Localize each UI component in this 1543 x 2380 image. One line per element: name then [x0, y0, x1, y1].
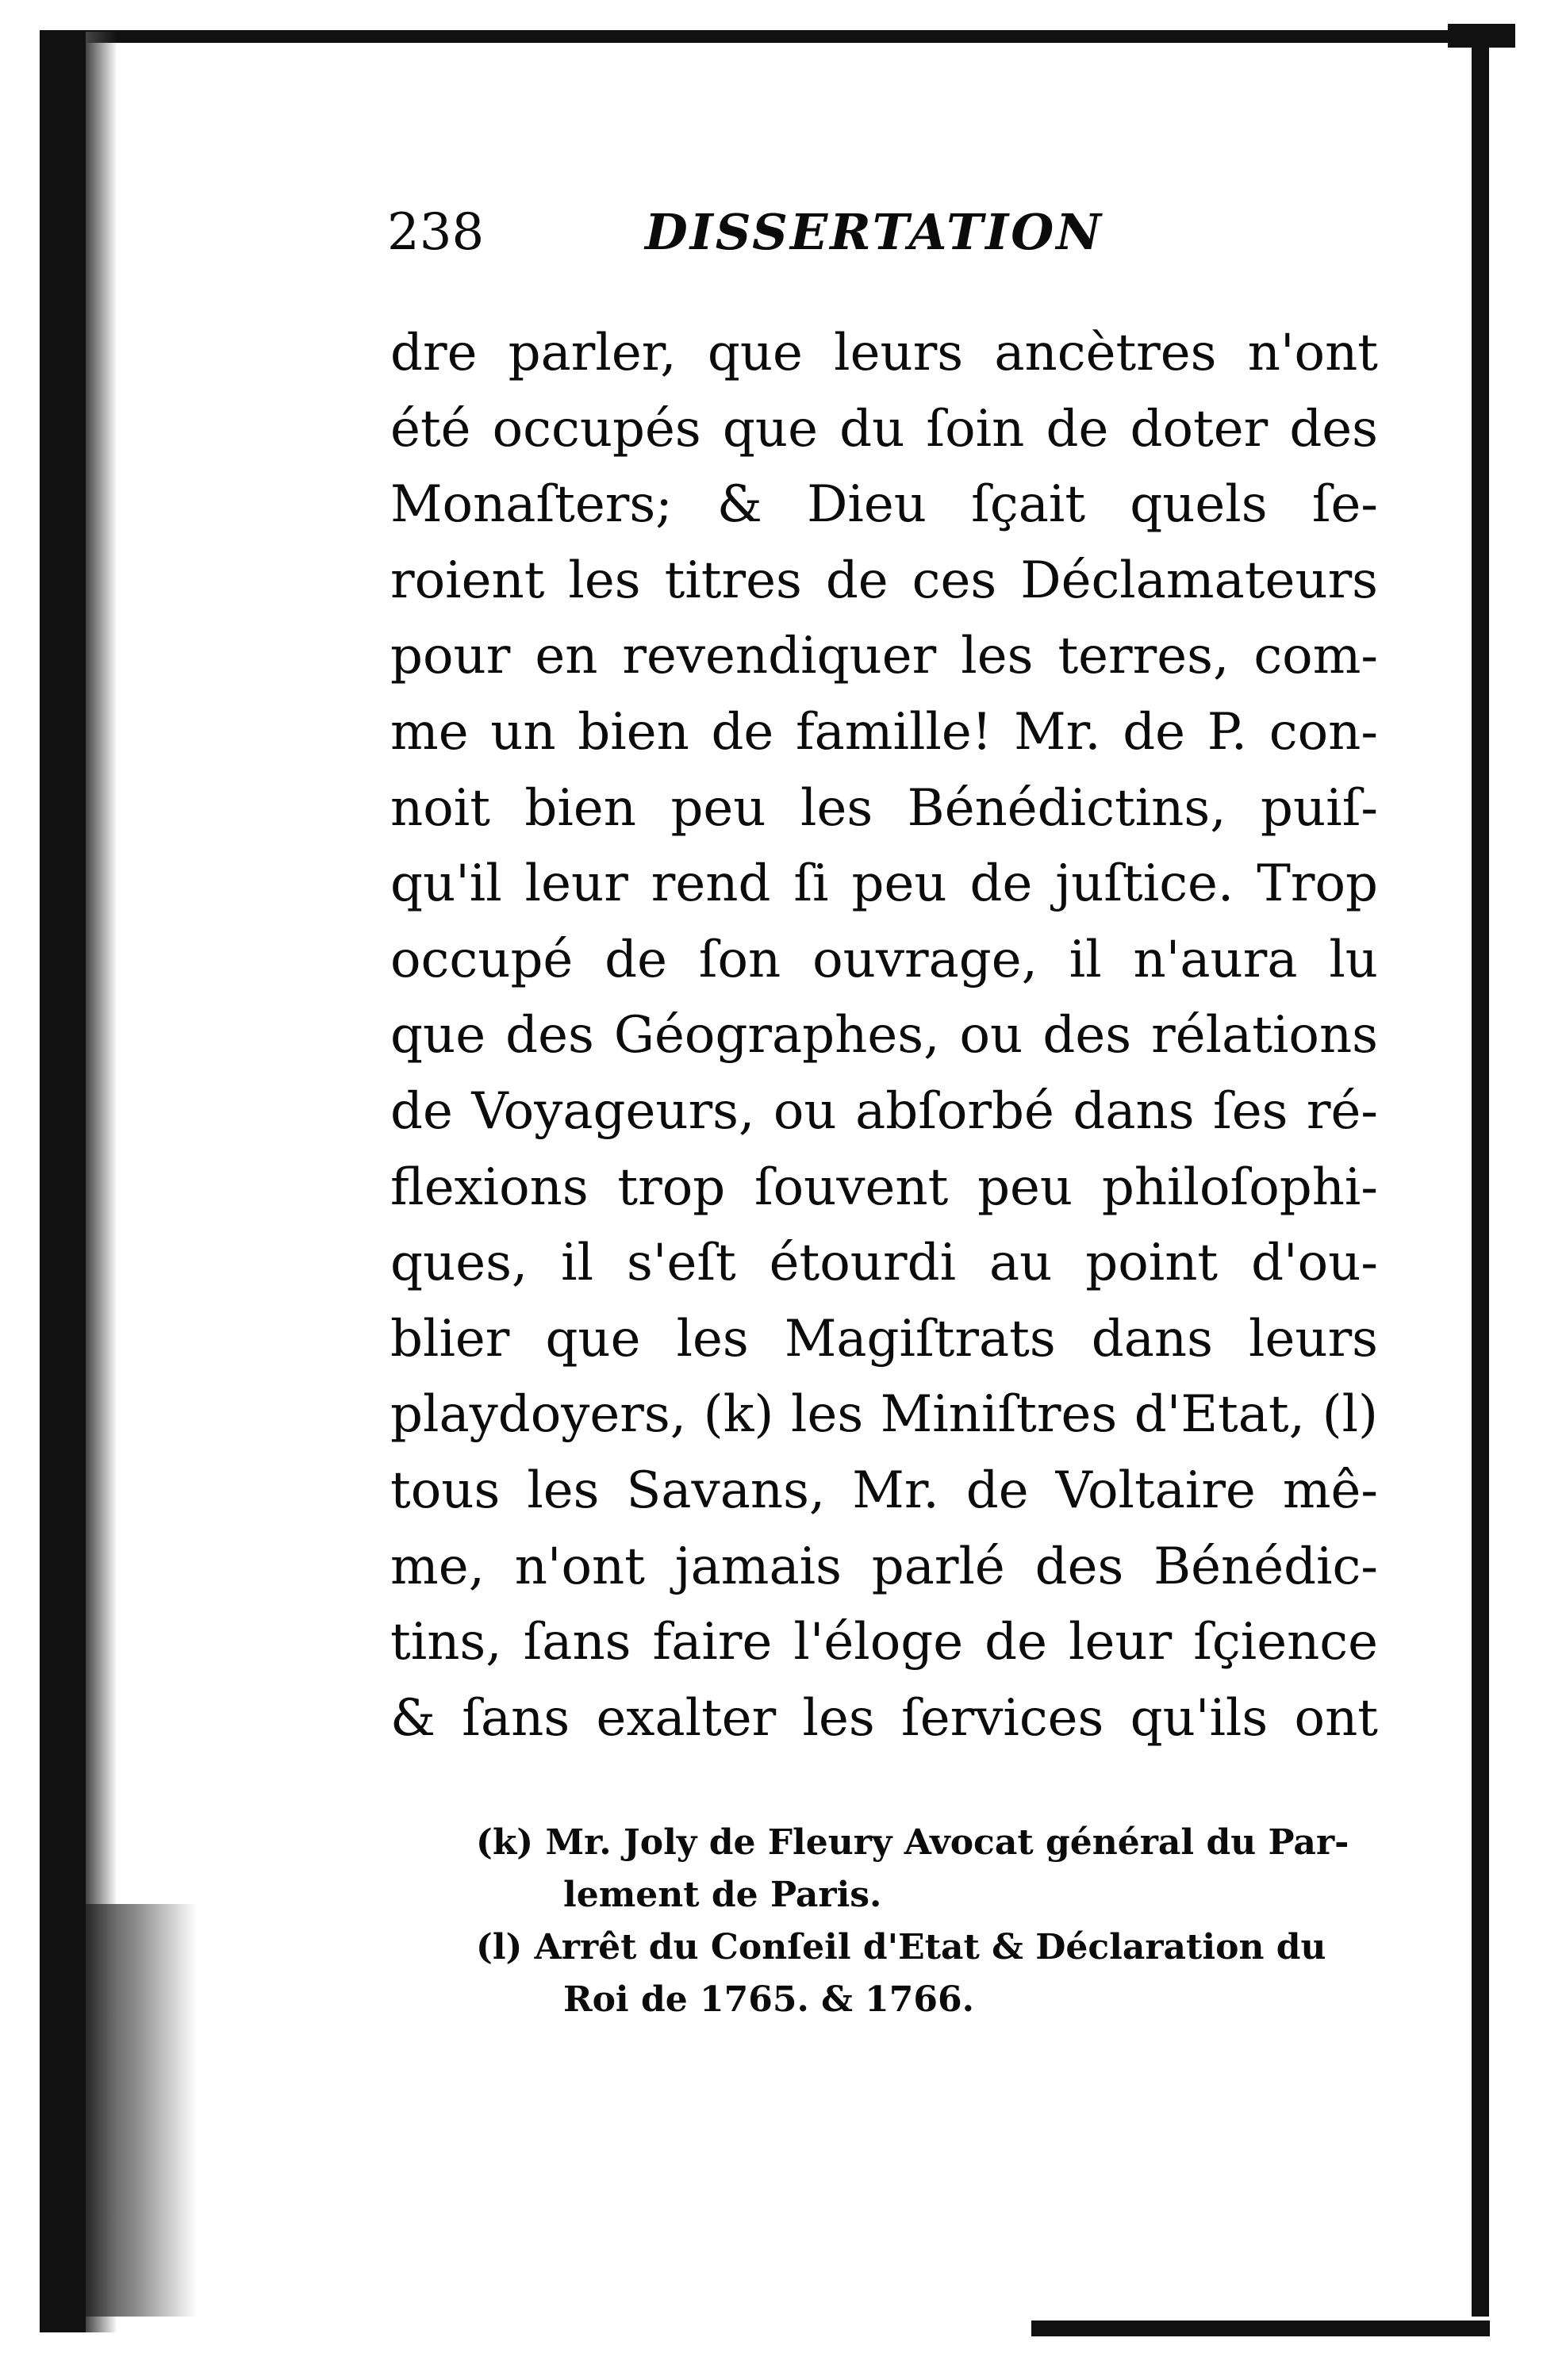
body-line: qu'il leur rend ſi peu de juſtice. Trop	[390, 854, 1378, 914]
body-line: dre parler, que leurs ancètres n'ont	[390, 324, 1378, 382]
body-line: tous les Savans, Mr. de Voltaire mê-	[390, 1461, 1378, 1520]
body-line: roient les titres de ces Déclamateurs	[390, 551, 1378, 610]
page-edge-right	[1472, 32, 1489, 2317]
page-edge-bottom	[1031, 2320, 1490, 2336]
body-line: noit bien peu les Bénédictins, puiſ-	[390, 778, 1378, 838]
body-line: ques, il s'eſt étourdi au point d'ou-	[390, 1234, 1378, 1293]
scan-smudge	[86, 1904, 197, 2317]
body-line: que des Géographes, ou des rélations	[390, 1006, 1378, 1065]
page-number: 238	[387, 203, 485, 262]
body-text	[390, 316, 1378, 1756]
body-line: tins, ſans faire l'éloge de leur ſçience	[390, 1613, 1378, 1672]
body-line: été occupés que du ſoin de doter des	[390, 399, 1378, 459]
body-line: playdoyers, (k) les Miniſtres d'Etat, (l)	[390, 1385, 1378, 1445]
body-line: de Voyageurs, ou abſorbé dans ſes ré-	[390, 1081, 1378, 1141]
footnote-l-line-1: (l) Arrêt du Conſeil d'Etat & Déclaration du	[476, 1927, 1326, 1967]
body-line: Monaſters; & Dieu ſçait quels ſe-	[390, 475, 1378, 535]
running-title: DISSERTATION	[645, 203, 1104, 261]
body-line: & ſans exalter les ſervices qu'ils ont	[390, 1688, 1378, 1748]
running-head	[387, 197, 1379, 268]
body-line: pour en revendiquer les terres, com-	[390, 627, 1378, 686]
footnote-k-line-2: lement de Paris.	[563, 1875, 882, 1915]
body-line: occupé de ſon ouvrage, il n'aura lu	[390, 930, 1378, 989]
page-edge-left	[40, 32, 86, 2332]
body-line: me un bien de famille! Mr. de P. con-	[390, 702, 1378, 762]
footnote-k-line-1: (k) Mr. Joly de Fleury Avocat général du Par-	[476, 1822, 1349, 1863]
footnote-l-line-2: Roi de 1765. & 1766.	[563, 1979, 974, 2020]
footnotes	[476, 1817, 1372, 2026]
page-edge-top	[40, 30, 1499, 43]
body-line: me, n'ont jamais parlé des Bénédic-	[390, 1537, 1378, 1596]
body-line: blier que les Magiſtrats dans leurs	[390, 1309, 1378, 1368]
body-line: flexions trop ſouvent peu philoſophi-	[390, 1157, 1378, 1217]
